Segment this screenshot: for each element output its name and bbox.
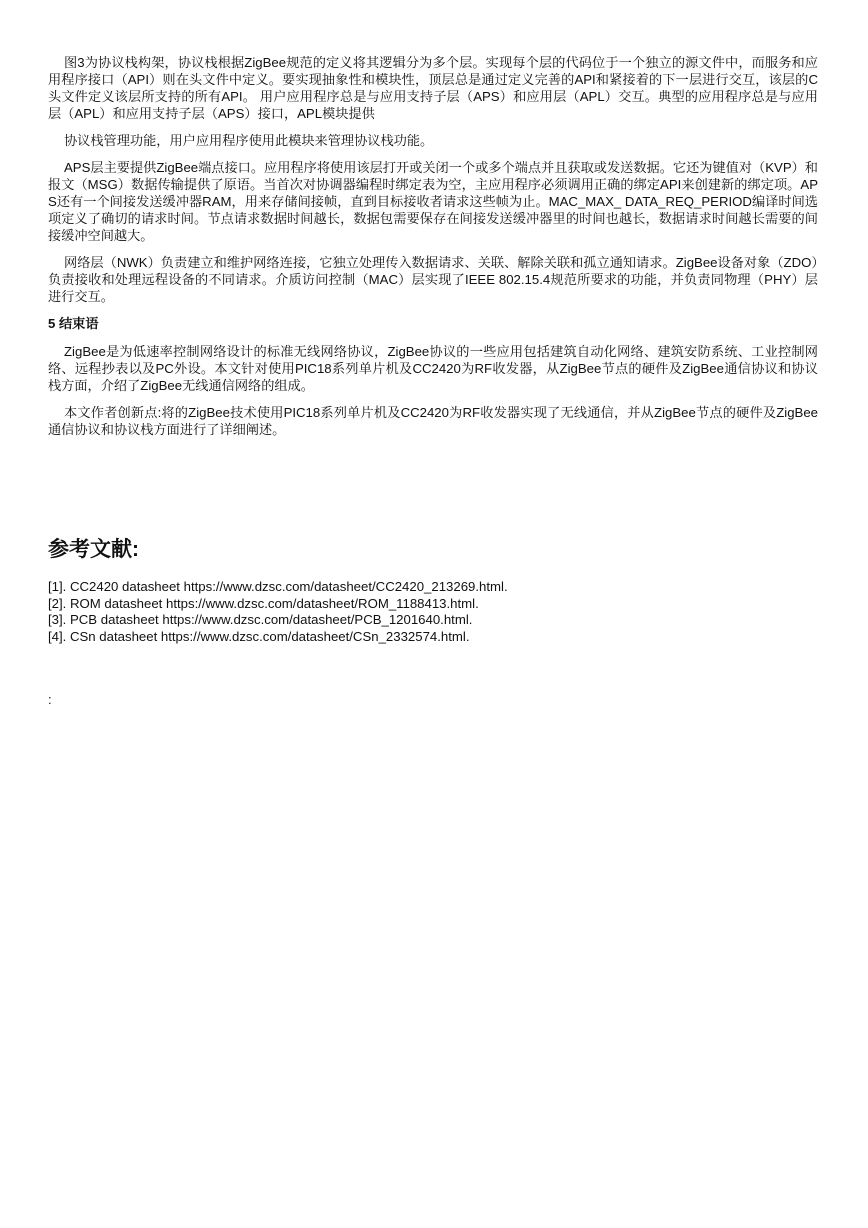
paragraph-network-layer: 网络层（NWK）负责建立和维护网络连接，它独立处理传入数据请求、关联、解除关联和孤立通知请求。ZigBee设备对象（ZDO）负责接收和处理远程设备的不同请求。介质访问控制（MAC）层实现了IEEE 802.15.4规范所要求的功能，并负责同物理（PHY）层进行交互。 [48,255,818,304]
trailing-colon: : [48,692,52,707]
paragraph-protocol-stack-architecture: 图3为协议栈构架，协议栈根据ZigBee规范的定义将其逻辑分为多个层。实现每个层的代码位于一个独立的源文件中，而服务和应用程序接口（API）则在头文件中定义。要实现抽象性和模块性，顶层总是通过定义完善的API和紧接着的下一层进行交互，该层的C头文件定义该层所支持的所有API。 用户应用程序总是与应用支持子层（APS）和应用层（APL）交互。典型的应用程序总是与应用层（APL）和应用支持子层（APS）接口，APL模块提供 [48,55,818,121]
reference-item: [1]. CC2420 datasheet https://www.dzsc.com/datasheet/CC2420_213269.html. [48,579,508,594]
reference-item: [4]. CSn datasheet https://www.dzsc.com/datasheet/CSn_2332574.html. [48,628,470,644]
article-body [48,54,818,448]
references-section [48,537,818,645]
references-title: 参考文献: [48,538,139,561]
reference-list [48,579,818,645]
reference-item: [3]. PCB datasheet https://www.dzsc.com/datasheet/PCB_1201640.html. [48,612,473,627]
reference-item: [2]. ROM datasheet https://www.dzsc.com/datasheet/ROM_1188413.html. [48,595,479,611]
paragraph-conclusion-summary: ZigBee是为低速率控制网络设计的标准无线网络协议，ZigBee协议的一些应用包括建筑自动化网络、建筑安防系统、工业控制网络、远程抄表以及PC外设。本文针对使用PIC18系列单片机及CC2420为RF收发器，从ZigBee节点的硬件及ZigBee通信协议和协议栈方面，介绍了ZigBee无线通信网络的组成。 [48,344,818,393]
section-heading-conclusion: 5 结束语 [48,316,99,331]
paragraph-aps-layer: APS层主要提供ZigBee端点接口。应用程序将使用该层打开或关闭一个或多个端点并且获取或发送数据。它还为键值对（KVP）和报文（MSG）数据传输提供了原语。当首次对协调器编程时绑定表为空，主应用程序必须调用正确的绑定API来创建新的绑定项。APS还有一个间接发送缓冲器RAM，用来存储间接帧，直到目标接收者请求这些帧为止。MAC_MAX_ DATA_REQ_PERIOD编译时间选项定义了确切的请求时间。节点请求数据时间越长，数据包需要保存在间接发送缓冲器里的时间也越长，数据请求时间越长需要的间接缓冲空间越大。 [48,160,818,243]
paragraph-stack-management: 协议栈管理功能，用户应用程序使用此模块来管理协议栈功能。 [64,133,434,148]
paragraph-innovation-point: 本文作者创新点:将的ZigBee技术使用PIC18系列单片机及CC2420为RF收发器实现了无线通信，并从ZigBee节点的硬件及ZigBee通信协议和协议栈方面进行了详细阐述。 [48,405,818,437]
